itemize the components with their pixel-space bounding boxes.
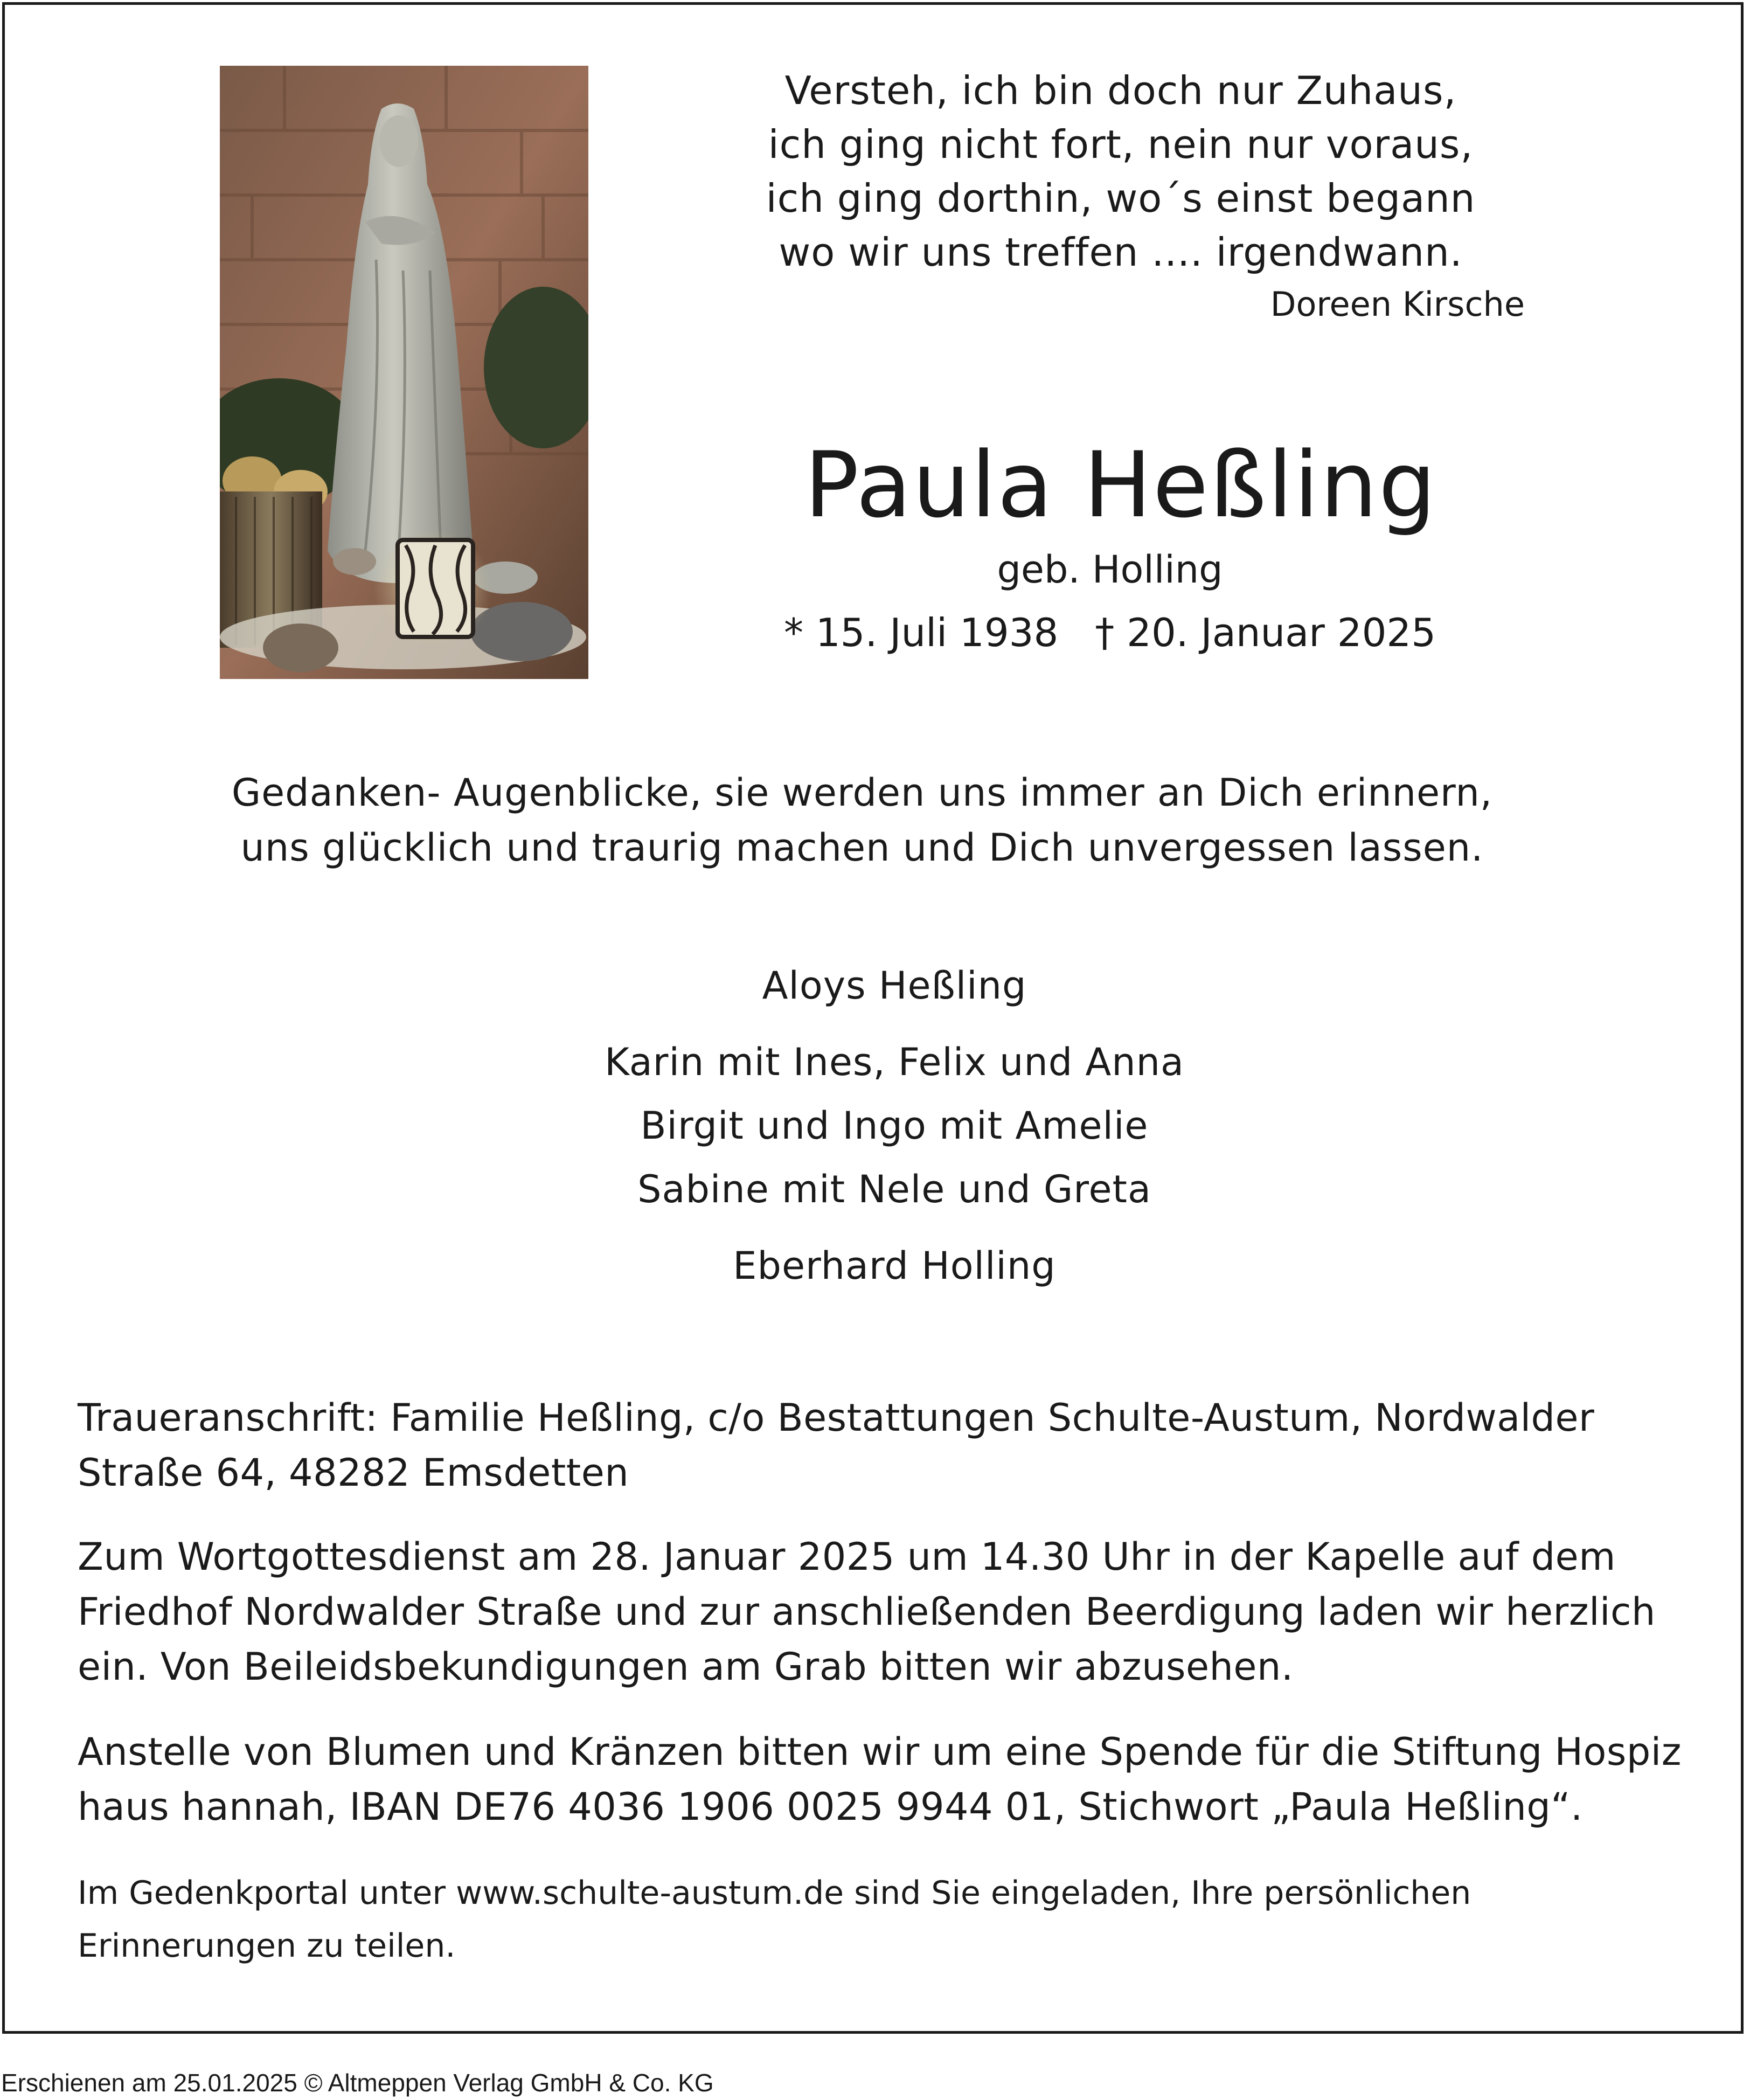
memorial-quote-line: Gedanken- Augenblicke, sie werden uns immer an Dich erinnern, [231, 771, 1493, 815]
birth-date: * 15. Juli 1938 [783, 610, 1059, 655]
memorial-portal-note [78, 1867, 1672, 1972]
mourner-name: Karin mit Ines, Felix und Anna [605, 1040, 1184, 1084]
poem-line: wo wir uns treffen .... irgendwann. [779, 230, 1463, 275]
portal-line: Erinnerungen zu teilen. [78, 1927, 456, 1965]
life-dates [711, 607, 1509, 659]
address-line: Straße 64, 48282 Emsdetten [78, 1451, 629, 1495]
condolence-address [78, 1390, 1672, 1500]
donation-line: Anstelle von Blumen und Kränzen bitten wir um eine Spende für die Stiftung Hospiz [78, 1730, 1682, 1774]
donation-request [78, 1724, 1682, 1834]
donation-line: haus hannah, IBAN DE76 4036 1906 0025 9944 01, Stichwort „Paula Heßling“. [78, 1785, 1583, 1829]
service-line: Zum Wortgottesdienst am 28. Januar 2025 um 14.30 Uhr in der Kapelle auf dem [78, 1535, 1616, 1579]
mourner-name: Eberhard Holling [733, 1244, 1056, 1288]
deceased-name: Paula Heßling [804, 432, 1438, 538]
mourner-name: Aloys Heßling [762, 964, 1027, 1008]
memorial-quote-line: uns glücklich und traurig machen und Dich unvergessen lassen. [240, 826, 1484, 870]
poem-line: ich ging nicht fort, nein nur voraus, [768, 122, 1474, 167]
birth-name: geb. Holling [997, 547, 1223, 592]
memorial-quote [162, 765, 1563, 875]
mourner-name: Sabine mit Nele und Greta [637, 1167, 1151, 1211]
service-details [78, 1529, 1672, 1694]
death-date: † 20. Januar 2025 [1095, 610, 1436, 655]
publication-footer: Erschienen am 25.01.2025 © Altmeppen Verlag GmbH & Co. KG [1, 2069, 714, 2097]
service-line: Friedhof Nordwalder Straße und zur anschließenden Beerdigung laden wir herzlich [78, 1590, 1656, 1634]
madonna-statue-photo [220, 66, 588, 679]
poem [690, 64, 1552, 279]
service-line: ein. Von Beileidsbekundigungen am Grab bitten wir abzusehen. [78, 1645, 1294, 1689]
poem-line: Versteh, ich bin doch nur Zuhaus, [784, 68, 1457, 113]
poem-author: Doreen Kirsche [1270, 285, 1525, 324]
portal-line: Im Gedenkportal unter www.schulte-austum.de sind Sie eingeladen, Ihre persönlichen [78, 1874, 1471, 1912]
poem-line: ich ging dorthin, wo´s einst begann [766, 176, 1476, 221]
mourners-list [485, 954, 1304, 1298]
address-line: Traueranschrift: Familie Heßling, c/o Bestattungen Schulte-Austum, Nordwalder [78, 1396, 1595, 1440]
mourner-name: Birgit und Ingo mit Amelie [640, 1104, 1149, 1148]
